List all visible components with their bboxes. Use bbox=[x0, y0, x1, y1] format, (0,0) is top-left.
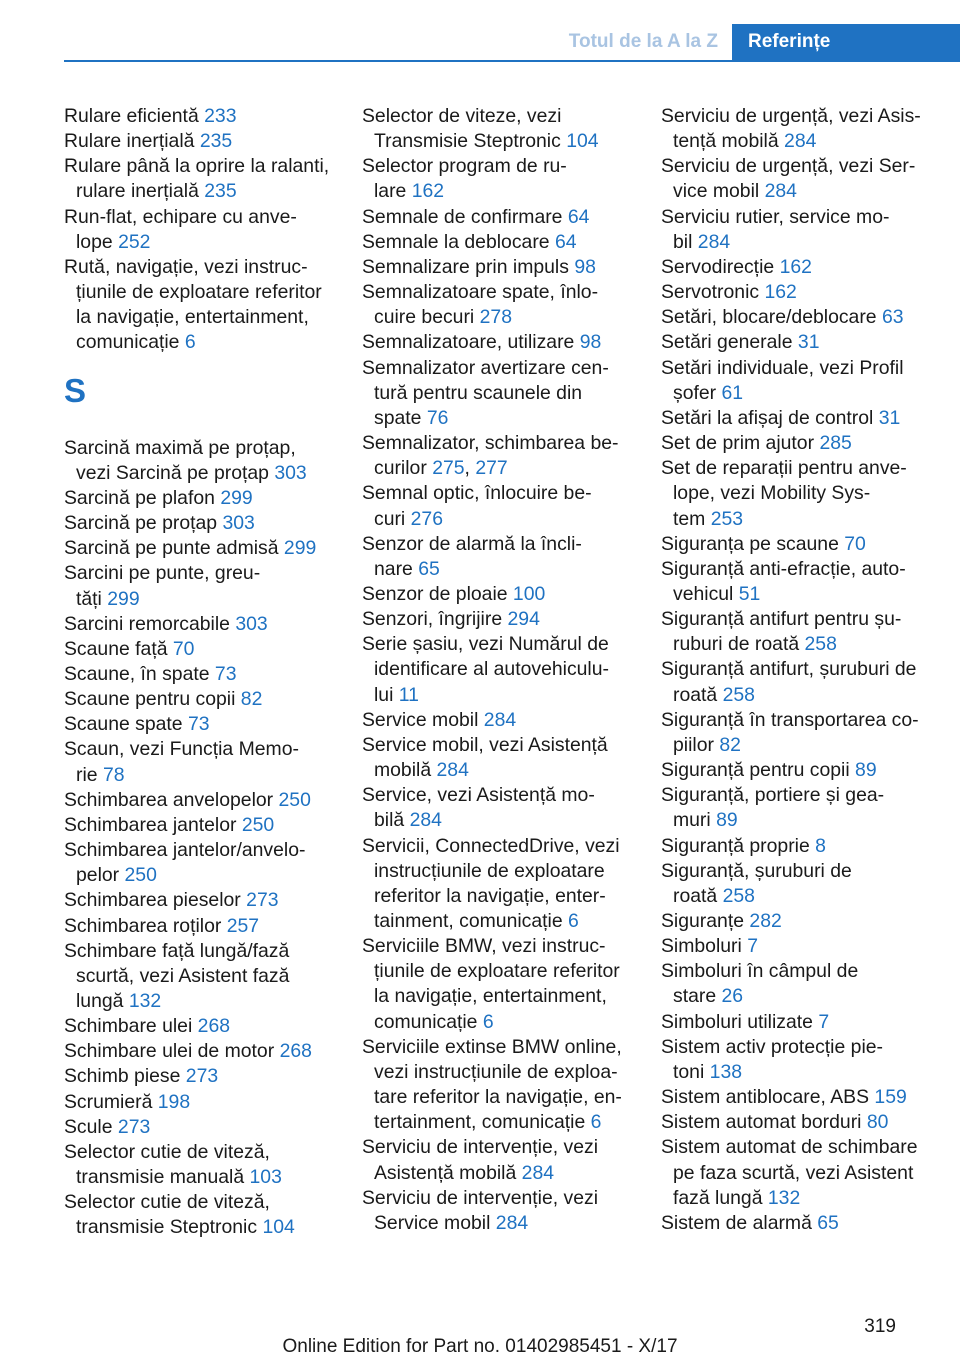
page-reference-link[interactable]: 250 bbox=[124, 864, 157, 887]
index-entry bbox=[362, 1035, 632, 1136]
index-entry bbox=[64, 104, 334, 129]
index-entry bbox=[661, 834, 931, 859]
entry-term: Siguranță, șuruburi de roată bbox=[661, 859, 852, 907]
index-entry bbox=[362, 1186, 632, 1236]
entry-term: Selector de viteze, vezi Transmisie Steptronic bbox=[362, 105, 562, 153]
index-column-1 bbox=[64, 104, 334, 1241]
index-entry bbox=[362, 733, 632, 783]
entry-term: Setări, blocare/deblocare bbox=[661, 306, 882, 329]
entry-term: Schimb piese bbox=[64, 1065, 186, 1088]
page-reference-link[interactable]: 104 bbox=[262, 1216, 295, 1239]
entry-term: Semnale de confirmare bbox=[362, 205, 568, 228]
entry-term: Senzori, îngrijire bbox=[362, 608, 508, 631]
page-reference-link[interactable]: 6 bbox=[568, 910, 579, 932]
entry-term: Service mobil, vezi Asistență mobilă bbox=[362, 733, 608, 782]
entry-term: Semnale la deblocare bbox=[362, 230, 555, 253]
entry-term: Schimbarea anvelopelor bbox=[64, 788, 279, 811]
entry-term: Sarcină pe punte admisă bbox=[64, 537, 284, 560]
index-entry bbox=[64, 687, 334, 712]
page-reference-link[interactable]: 6 bbox=[184, 331, 196, 354]
entry-term: Serviciu de intervenție, vezi Service mobil bbox=[362, 1186, 599, 1234]
entry-term: Set de prim ajutor bbox=[661, 432, 820, 455]
page-reference-link[interactable]: 284 bbox=[764, 180, 797, 203]
index-entry: Semnalizator, schimbarea be‐ curilor 275, 277 bbox=[362, 432, 619, 480]
header-rule bbox=[64, 60, 960, 62]
index-entry bbox=[64, 1039, 334, 1064]
page-reference-link[interactable]: 250 bbox=[241, 813, 275, 836]
page-reference-link[interactable]: 162 bbox=[411, 180, 445, 203]
index-entry bbox=[64, 813, 334, 838]
index-entry bbox=[661, 431, 931, 456]
page-reference-link[interactable]: 233 bbox=[204, 105, 237, 127]
index-entry bbox=[362, 154, 632, 204]
page-reference-link[interactable]: 250 bbox=[278, 788, 311, 811]
entry-term: Service, vezi Asistență mo‐ bilă bbox=[362, 784, 595, 832]
index-entry bbox=[64, 788, 334, 813]
entry-term: Schimbare ulei bbox=[64, 1015, 198, 1038]
index-entry bbox=[362, 783, 632, 833]
page-reference-link[interactable]: 70 bbox=[172, 637, 195, 660]
index-entry bbox=[661, 532, 931, 557]
page-reference-link[interactable]: 89 bbox=[855, 759, 877, 782]
entry-term: Schimbarea jantelor bbox=[64, 813, 242, 836]
entry-term: Serviciile extinse BMW online, vezi instrucțiunile de exploa‐ tare referitor la navigație, en‐ tertainment, comunicație bbox=[362, 1035, 622, 1134]
page-reference-link[interactable]: 162 bbox=[764, 281, 797, 304]
entry-term: Sarcini remorcabile bbox=[64, 612, 236, 635]
page-reference-link[interactable]: 285 bbox=[819, 432, 852, 455]
page-reference-link[interactable]: 284 bbox=[495, 1211, 529, 1234]
index-entry bbox=[64, 888, 334, 913]
page-reference-link[interactable]: 98 bbox=[574, 255, 596, 278]
page-reference-link[interactable]: 138 bbox=[709, 1060, 743, 1083]
page-reference-link[interactable]: 284 bbox=[483, 708, 517, 731]
index-entry bbox=[64, 205, 334, 255]
page-reference-link[interactable]: 63 bbox=[881, 306, 904, 329]
entry-term: Siguranță pentru copii bbox=[661, 759, 856, 782]
entry-term: Simboluri în câmpul de stare bbox=[661, 960, 859, 1008]
entry-term: Serviciu de urgență, vezi Ser‐ vice mobil bbox=[661, 155, 916, 203]
page-reference-link[interactable]: 7 bbox=[747, 935, 759, 958]
entry-term: Selector cutie de viteză, transmisie Steptronic bbox=[64, 1191, 270, 1239]
entry-term: Sarcină pe proțap bbox=[64, 512, 223, 535]
entry-term: Sistem automat de schimbare pe faza scurtă, vezi Asistent fază lungă bbox=[661, 1136, 918, 1209]
page-reference-link[interactable]: 284 bbox=[697, 230, 731, 253]
index-entry bbox=[64, 712, 334, 737]
entry-term: Selector program de ru‐ lare bbox=[362, 155, 567, 203]
entry-term: Siguranța pe scaune bbox=[661, 532, 845, 555]
index-entry bbox=[661, 934, 931, 959]
entry-term: Rulare inerțială bbox=[64, 130, 200, 153]
page-reference-link[interactable]: 303 bbox=[274, 461, 307, 484]
page-reference-link[interactable]: 8 bbox=[815, 834, 826, 857]
entry-term: Sistem activ protecție pie‐ toni bbox=[661, 1035, 883, 1083]
index-entry bbox=[661, 205, 931, 255]
page-reference-link[interactable]: 273 bbox=[246, 889, 279, 912]
page-reference-link[interactable]: 65 bbox=[418, 557, 440, 580]
index-entry bbox=[362, 607, 632, 632]
index-entry bbox=[661, 1211, 931, 1236]
entry-term: Siguranță proprie bbox=[661, 834, 816, 857]
index-entry bbox=[661, 1085, 931, 1110]
index-entry bbox=[362, 632, 632, 707]
entry-term: Semnal optic, înlocuire be‐ curi bbox=[362, 482, 592, 530]
page-reference-link[interactable]: 284 bbox=[409, 809, 442, 832]
entry-term: Semnalizatoare spate, înlo‐ cuire becuri bbox=[362, 281, 599, 329]
entry-term: Siguranță, portiere și gea‐ muri bbox=[661, 784, 885, 832]
index-entry bbox=[64, 1090, 334, 1115]
chapter-tab: Referințe bbox=[732, 24, 960, 60]
entry-term: Semnalizator, schimbarea be‐ curilor bbox=[362, 432, 619, 480]
page-reference-link[interactable]: 78 bbox=[102, 763, 125, 786]
index-entry bbox=[661, 255, 931, 280]
page-reference-link[interactable]: 294 bbox=[507, 608, 540, 631]
index-entry bbox=[661, 859, 931, 909]
page-reference-link[interactable]: 198 bbox=[157, 1090, 191, 1113]
index-entry bbox=[362, 1135, 632, 1185]
index-entry bbox=[362, 255, 632, 280]
entry-term: Scaune, în spate bbox=[64, 662, 215, 685]
entry-term: Sistem antiblocare, ABS bbox=[661, 1086, 875, 1109]
entry-term: Service mobil bbox=[362, 708, 484, 731]
page-reference-link[interactable]: 299 bbox=[283, 537, 317, 560]
entry-term: Servicii, ConnectedDrive, vezi instrucțiunile de exploatare referitor la navigație, enter‐ tainment, comunicație bbox=[362, 834, 620, 932]
index-entry bbox=[661, 959, 931, 1009]
page-reference-link[interactable]: 132 bbox=[767, 1186, 801, 1209]
entry-term: Siguranță antifurt, șuruburi de roată bbox=[661, 658, 917, 706]
page-reference-link[interactable]: 278 bbox=[479, 306, 512, 329]
page-reference-link[interactable]: 31 bbox=[878, 406, 901, 429]
index-entry bbox=[661, 909, 931, 934]
index-entry bbox=[661, 1110, 931, 1135]
page-reference-link[interactable]: 11 bbox=[398, 683, 419, 706]
entry-term: Siguranță în transportarea co‐ piilor bbox=[661, 708, 919, 756]
index-entry bbox=[661, 1035, 931, 1085]
entry-term: Rulare eficientă bbox=[64, 105, 205, 127]
page-reference-link[interactable]: 235 bbox=[199, 130, 233, 153]
page-reference-link[interactable]: 61 bbox=[721, 381, 744, 404]
index-entry bbox=[661, 406, 931, 431]
index-entry bbox=[64, 129, 334, 154]
page-reference-link[interactable]: 103 bbox=[249, 1166, 282, 1189]
entry-term: Semnalizare prin impuls bbox=[362, 255, 575, 278]
index-entry bbox=[64, 154, 334, 204]
entry-term: Serviciu rutier, service mo‐ bil bbox=[661, 205, 890, 253]
entry-term: Schimbarea jantelor/anvelo‐ pelor bbox=[64, 839, 306, 887]
index-column-2 bbox=[362, 104, 632, 1236]
entry-term: Scaune pentru copii bbox=[64, 688, 241, 711]
page-reference-link[interactable]: 73 bbox=[214, 662, 237, 685]
entry-term: Siguranță anti-efracție, auto‐ vehicul bbox=[661, 557, 906, 605]
index-entry bbox=[64, 838, 334, 888]
index-entry bbox=[362, 708, 632, 733]
index-entry bbox=[64, 939, 334, 1014]
page-reference-link[interactable]: 258 bbox=[722, 884, 755, 907]
page-reference-link[interactable]: 273 bbox=[185, 1065, 219, 1088]
page-reference-link[interactable]: 258 bbox=[722, 683, 755, 706]
page-reference-link[interactable]: 275 bbox=[432, 457, 465, 480]
entry-term: Siguranță antifurt pentru șu‐ ruburi de roată bbox=[661, 608, 902, 656]
page-reference-link[interactable]: 268 bbox=[197, 1015, 231, 1038]
index-entry bbox=[64, 1064, 334, 1089]
footer-edition: Online Edition for Part no. 01402985451 - X/17 bbox=[282, 1336, 678, 1357]
entry-term: Servodirecție bbox=[661, 255, 780, 278]
index-entry bbox=[661, 154, 931, 204]
index-entry bbox=[362, 356, 632, 431]
page-reference-link[interactable]: 235 bbox=[204, 180, 237, 203]
index-entry bbox=[64, 511, 334, 536]
page-reference-link[interactable]: 276 bbox=[410, 507, 443, 530]
entry-term: Serviciile BMW, vezi instruc‐ țiunile de exploatare referitor la navigație, entertainment, comunicație bbox=[362, 935, 620, 1033]
index-entry bbox=[362, 330, 632, 355]
index-entry bbox=[362, 280, 632, 330]
page-reference-link[interactable]: 26 bbox=[721, 985, 744, 1008]
entry-term: Setări generale bbox=[661, 331, 798, 354]
entry-term: Rută, navigație, vezi instruc‐ țiunile de exploatare referitor la navigație, entertainment, comunicație bbox=[64, 255, 322, 354]
page-reference-link[interactable]: 253 bbox=[710, 507, 744, 530]
page-reference-link[interactable]: 64 bbox=[554, 230, 577, 253]
entry-term: Serviciu de intervenție, vezi Asistență mobilă bbox=[362, 1136, 599, 1184]
index-entry bbox=[362, 834, 632, 935]
page-reference-link[interactable]: 132 bbox=[128, 990, 162, 1012]
entry-term: Setări individuale, vezi Profil șofer bbox=[661, 356, 904, 404]
page-reference-link[interactable]: 82 bbox=[240, 688, 263, 711]
page-reference-link[interactable]: 252 bbox=[118, 230, 151, 253]
index-entry bbox=[661, 607, 931, 657]
index-entry bbox=[64, 1115, 334, 1140]
page-reference-link[interactable]: 303 bbox=[222, 512, 255, 535]
page-reference-link[interactable]: 64 bbox=[567, 205, 590, 228]
index-entry bbox=[64, 612, 334, 637]
entry-term: Scule bbox=[64, 1115, 118, 1138]
index-entry bbox=[64, 1190, 334, 1240]
index-entry bbox=[661, 104, 931, 154]
page-reference-link[interactable]: 89 bbox=[716, 809, 738, 832]
entry-term: Run-flat, echipare cu anve‐ lope bbox=[64, 205, 297, 253]
page-reference-link[interactable]: 257 bbox=[226, 914, 260, 937]
page-reference-link[interactable]: 303 bbox=[235, 612, 268, 635]
entry-term: Scaune spate bbox=[64, 713, 188, 736]
entry-term: Sarcină maximă pe proțap, vezi Sarcină pe proțap bbox=[64, 436, 296, 484]
index-entry bbox=[661, 330, 931, 355]
entry-term: Sarcini pe punte, greu‐ tăți bbox=[64, 562, 261, 610]
entry-term: Schimbarea roților bbox=[64, 914, 227, 937]
entry-term: Sistem de alarmă bbox=[661, 1211, 818, 1234]
index-entry bbox=[661, 305, 931, 330]
index-entry bbox=[64, 536, 334, 561]
entry-term: Senzor de alarmă la încli‐ nare bbox=[362, 532, 582, 580]
entry-term: Sarcină pe plafon bbox=[64, 486, 221, 509]
page-reference-link[interactable]: 82 bbox=[719, 733, 741, 756]
page-reference-link[interactable]: 299 bbox=[220, 486, 253, 509]
index-entry bbox=[362, 532, 632, 582]
index-entry bbox=[64, 637, 334, 662]
entry-term: Scaun, vezi Funcția Memo‐ rie bbox=[64, 738, 299, 786]
page-reference-link[interactable]: 76 bbox=[426, 406, 449, 429]
entry-term: Schimbare față lungă/fază scurtă, vezi Asistent fază lungă bbox=[64, 939, 290, 1012]
entry-term: Serviciu de urgență, vezi Asis‐ tență mobilă bbox=[661, 105, 921, 153]
entry-term: Scaune față bbox=[64, 637, 173, 660]
entry-term: Semnalizator avertizare cen‐ tură pentru scaunele din spate bbox=[362, 356, 609, 429]
page-reference-link[interactable]: 268 bbox=[279, 1040, 312, 1063]
page-reference-link[interactable]: 258 bbox=[804, 633, 837, 656]
page-reference-link[interactable]: 7 bbox=[818, 1010, 830, 1033]
index-entry bbox=[362, 582, 632, 607]
index-entry bbox=[64, 662, 334, 687]
page-reference-link[interactable]: 31 bbox=[797, 331, 820, 354]
entry-term: Serie șasiu, vezi Numărul de identificare al autovehiculu‐ lui bbox=[362, 633, 609, 706]
page-reference-link[interactable]: 70 bbox=[844, 532, 866, 555]
page-reference-link[interactable]: 73 bbox=[187, 713, 210, 736]
page-reference-link[interactable]: 277 bbox=[475, 457, 508, 480]
index-entry bbox=[64, 561, 334, 611]
page-reference-link[interactable]: 284 bbox=[521, 1161, 555, 1184]
index-entry bbox=[661, 1010, 931, 1035]
index-entry bbox=[661, 1135, 931, 1210]
entry-term: Schimbarea pieselor bbox=[64, 889, 247, 912]
page-reference-link[interactable]: 159 bbox=[874, 1086, 907, 1109]
page-reference-link[interactable]: 65 bbox=[817, 1211, 839, 1234]
entry-term: Simboluri bbox=[661, 935, 748, 958]
index-entry bbox=[64, 1140, 334, 1190]
page-reference-link[interactable]: 100 bbox=[512, 582, 546, 605]
index-entry bbox=[362, 934, 632, 1035]
entry-term: Set de reparații pentru anve‐ lope, vezi Mobility Sys‐ tem bbox=[661, 457, 907, 530]
index-entry bbox=[661, 356, 931, 406]
entry-term: Rulare până la oprire la ralanti, rulare inerțială bbox=[64, 155, 330, 203]
page-reference-link[interactable]: 80 bbox=[866, 1111, 889, 1134]
entry-term: Selector cutie de viteză, transmisie manuală bbox=[64, 1140, 270, 1189]
page-reference-link[interactable]: 6 bbox=[590, 1111, 602, 1134]
page-reference-link[interactable]: 162 bbox=[779, 255, 812, 278]
index-entry bbox=[362, 230, 632, 255]
entry-term: Schimbare ulei de motor bbox=[64, 1040, 280, 1063]
index-entry bbox=[64, 486, 334, 511]
page-reference-link[interactable]: 6 bbox=[482, 1010, 494, 1033]
index-entry bbox=[64, 914, 334, 939]
page-reference-link[interactable]: 282 bbox=[749, 910, 782, 932]
index-entry bbox=[362, 104, 632, 154]
page-reference-link[interactable]: 98 bbox=[579, 331, 602, 354]
entry-term: Semnalizatoare, utilizare bbox=[362, 331, 580, 354]
entry-term: Servotronic bbox=[661, 281, 765, 304]
index-entry bbox=[661, 758, 931, 783]
index-entry bbox=[661, 456, 931, 531]
page-reference-link[interactable]: 299 bbox=[107, 587, 140, 610]
page-reference-link[interactable]: 273 bbox=[117, 1115, 151, 1138]
index-entry bbox=[661, 657, 931, 707]
page-reference-link[interactable]: 284 bbox=[436, 759, 469, 782]
index-entry bbox=[661, 783, 931, 833]
index-entry bbox=[661, 280, 931, 305]
index-entry bbox=[64, 1014, 334, 1039]
entry-term: Setări la afișaj de control bbox=[661, 406, 879, 429]
index-entry bbox=[64, 737, 334, 787]
entry-term: Sistem automat borduri bbox=[661, 1111, 867, 1134]
index-entry bbox=[661, 557, 931, 607]
index-entry bbox=[362, 481, 632, 531]
page-header bbox=[0, 24, 960, 62]
section-title: Totul de la A la Z bbox=[568, 31, 718, 52]
entry-term: Senzor de ploaie bbox=[362, 582, 513, 605]
entry-term: Siguranțe bbox=[661, 910, 750, 932]
index-entry bbox=[64, 255, 334, 356]
index-entry bbox=[362, 205, 632, 230]
index-column-3 bbox=[661, 104, 931, 1236]
page-reference-link[interactable]: 284 bbox=[784, 130, 817, 153]
entry-term: Scrumieră bbox=[64, 1090, 158, 1113]
index-entry bbox=[64, 436, 334, 486]
index-entry bbox=[661, 708, 931, 758]
page-reference-link[interactable]: 51 bbox=[738, 582, 761, 605]
page-number: 319 bbox=[864, 1316, 896, 1337]
page-reference-link[interactable]: 104 bbox=[566, 130, 599, 153]
entry-term: Simboluri utilizate bbox=[661, 1010, 819, 1033]
index-letter-heading: S bbox=[64, 371, 87, 409]
